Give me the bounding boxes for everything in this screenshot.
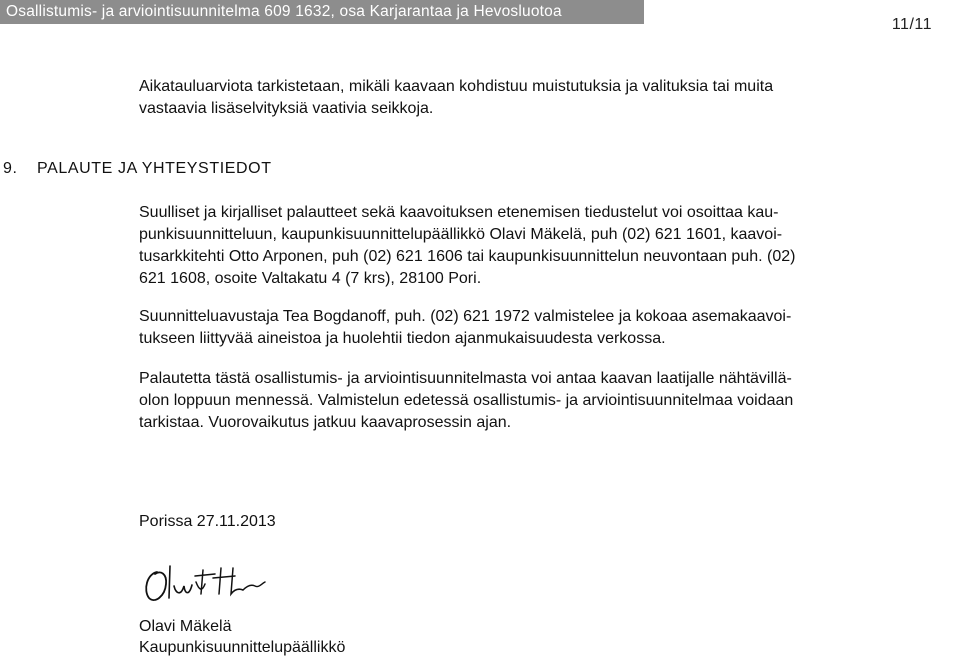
document-title: Osallistumis- ja arviointisuunnitelma 609 1632, osa Karjarantaa ja Hevosluotoa (6, 3, 562, 20)
section-number: 9. (3, 160, 18, 177)
page-number: 11/11 (891, 16, 932, 33)
section-title: PALAUTE JA YHTEYSTIEDOT (37, 160, 272, 177)
handwritten-signature (139, 560, 269, 610)
intro-paragraph: Aikatauluarviota tarkistetaan, mikäli kaavaan kohdistuu muistutuksia ja valituksia tai muita vastaavia lisäselvityksiä vaativia seikkoja. (139, 78, 774, 117)
signer-name: Olavi Mäkelä (139, 618, 232, 635)
feedback-paragraph: Palautetta tästä osallistumis- ja arviointisuunnitelmasta voi antaa kaavan laatijalle nähtävillä- olon loppuun mennessä. Valmistelun edetessä osallistumis- ja arviointisuunnitelmaa voidaan tarkistaa. Vuorovaikutus jatkuu kaavaprosessin ajan. (139, 370, 794, 431)
place-date: Porissa 27.11.2013 (139, 513, 276, 530)
signer-title: Kaupunkisuunnittelupäällikkö (139, 639, 346, 656)
assistant-paragraph: Suunnitteluavustaja Tea Bogdanoff, puh. (02) 621 1972 valmistelee ja kokoaa asemakaavoi- tukseen liittyvää aineistoa ja huolehtii tiedon ajanmukaisuudesta verkossa. (139, 308, 792, 347)
header-bar (0, 0, 644, 24)
contact-paragraph: Suulliset ja kirjalliset palautteet sekä kaavoituksen etenemisen tiedustelut voi osoittaa kau- punkisuunnitteluun, kaupunkisuunnittelupäällikkö Olavi Mäkelä, puh (02) 621 1601, kaavoi- tusarkkitehti Otto Arponen, puh (02) 621 1606 tai kaupunkisuunnittelun neuvontaan puh. (02) 621 1608, osoite Valtakatu 4 (7 krs), 28100 Pori. (139, 204, 796, 287)
section-heading (3, 160, 272, 178)
